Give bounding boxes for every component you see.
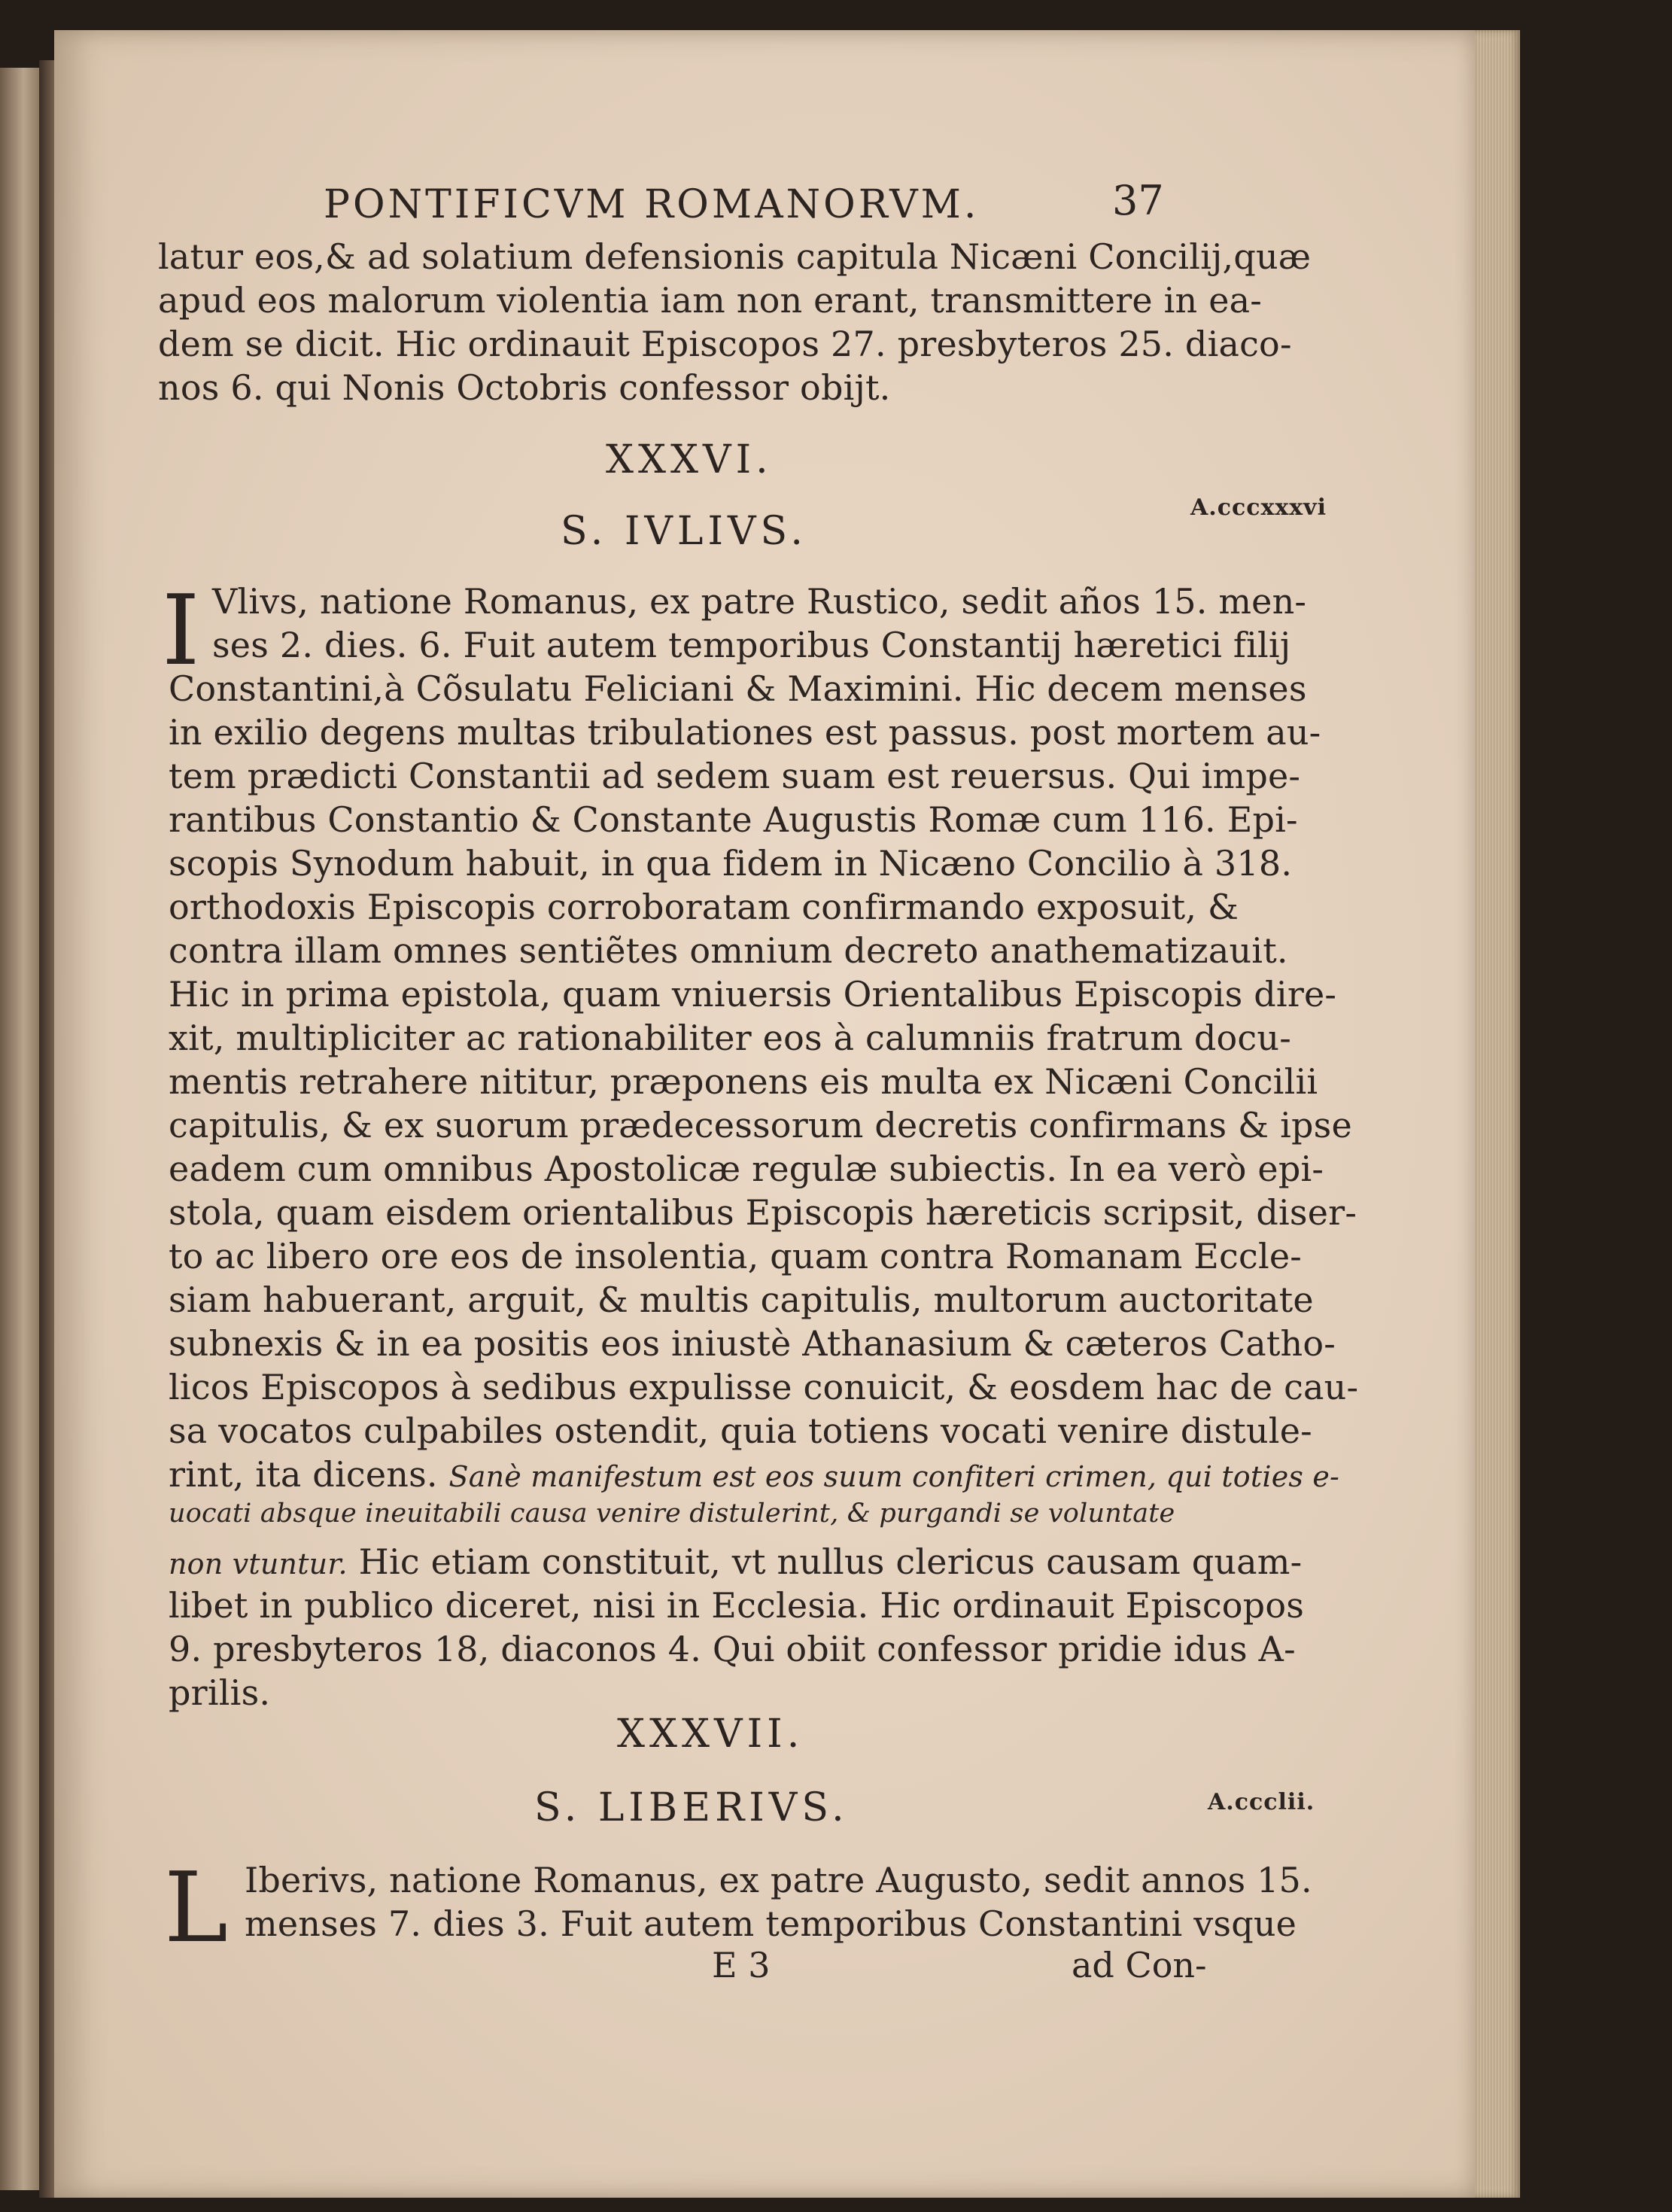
section-number: XXXVII. [617,1711,804,1757]
text-line: latur eos,& ad solatium defensionis capitula Nicæni Concilij,quæ [158,236,1312,277]
text-line: menses 7. dies 3. Fuit autem temporibus Constantini vsque [245,1903,1297,1944]
text-line: scopis Synodum habuit, in qua fidem in Nicæno Concilio à 318. [169,843,1293,884]
signature-mark: E 3 [712,1945,771,1985]
text-roman: rint, ita dicens. [169,1454,438,1495]
text-line: apud eos malorum violentia iam non erant, transmittere in ea- [158,280,1262,321]
text-line: to ac libero ore eos de insolentia, quam contra Romanam Eccle- [169,1236,1303,1276]
text-line: Vlivs, natione Romanus, ex patre Rustico, sedit años 15. men- [212,581,1307,622]
text-line: nos 6. qui Nonis Octobris confessor obijt. [158,367,891,408]
text-line: stola, quam eisdem orientalibus Episcopis hæreticis scripsit, diser- [169,1192,1357,1233]
text-line: ses 2. dies. 6. Fuit autem temporibus Constantij hæretici filij [212,625,1291,665]
text-line: tem prædicti Constantii ad sedem suam est reuersus. Qui impe- [169,756,1301,796]
text-line: contra illam omnes sentiẽtes omnium decreto anathematizauit. [169,930,1288,971]
text-line: Constantini,à Cõsulatu Feliciani & Maximini. Hic decem menses [169,668,1307,709]
text-line: xit, multipliciter ac rationabiliter eos à calumniis fratrum docu- [169,1018,1291,1058]
text-line: sa vocatos culpabiles ostendit, quia totiens vocati venire distule- [169,1410,1312,1451]
text-line: eadem cum omnibus Apostolicæ regulæ subiectis. In ea verò epi- [169,1149,1324,1189]
page-fore-edge [1475,30,1520,2198]
text-line [169,1454,1340,1495]
margin-year-note: A.ccclii. [1208,1789,1315,1815]
text-line: mentis retrahere nititur, præponens eis multa ex Nicæni Concilii [169,1061,1318,1102]
text-line: in exilio degens multas tribulationes est passus. post mortem au- [169,712,1321,753]
drop-initial: I [162,575,200,687]
section-number: XXXVI. [606,437,773,482]
text-line: orthodoxis Episcopis corroboratam confirmando exposuit, & [169,887,1239,927]
text-line: licos Episcopos à sedibus expulisse conuicit, & eosdem hac de cau- [169,1367,1359,1407]
running-head: PONTIFICVM ROMANORVM. [324,182,980,227]
text-line: libet in publico diceret, nisi in Ecclesia. Hic ordinauit Episcopos [169,1585,1305,1626]
text-line: Hic in prima epistola, quam vniuersis Orientalibus Episcopis dire- [169,974,1337,1015]
page-number: 37 [1112,177,1164,224]
text-italic-quotation: non vtuntur. [169,1547,348,1581]
drop-initial: L [164,1852,228,1964]
text-line: 9. presbyteros 18, diaconos 4. Qui obiit confessor pridie idus A- [169,1629,1296,1669]
text-line: rantibus Constantio & Constante Augustis Romæ cum 116. Epi- [169,799,1298,840]
text-line: Iberivs, natione Romanus, ex patre Augusto, sedit annos 15. [245,1860,1312,1900]
text-line: siam habuerant, arguit, & multis capitulis, multorum auctoritate [169,1279,1314,1320]
section-title: S. LIBERIVS. [534,1785,849,1830]
text-line: subnexis & in ea positis eos iniustè Athanasium & cæteros Catho- [169,1323,1336,1364]
text-italic-quotation: Sanè manifestum est eos suum confiteri crimen, qui toties e- [448,1460,1340,1493]
catchword: ad Con- [1072,1945,1207,1985]
text-line [169,1541,1303,1582]
text-line: capitulis, & ex suorum prædecessorum decretis confirmans & ipse [169,1105,1352,1146]
binding-gutter [39,60,56,2198]
text-italic-quotation: uocati absque ineuitabili causa venire distulerint, & purgandi se voluntate [169,1499,1175,1529]
text-line: dem se dicit. Hic ordinauit Episcopos 27. presbyteros 25. diaco- [158,324,1292,364]
text-line: prilis. [169,1672,271,1713]
previous-page-edge [0,68,39,2190]
text-roman: Hic etiam constituit, vt nullus clericus causam quam- [358,1541,1303,1582]
section-title: S. IVLIVS. [561,509,807,554]
margin-year-note: A.cccxxxvi [1190,494,1327,521]
